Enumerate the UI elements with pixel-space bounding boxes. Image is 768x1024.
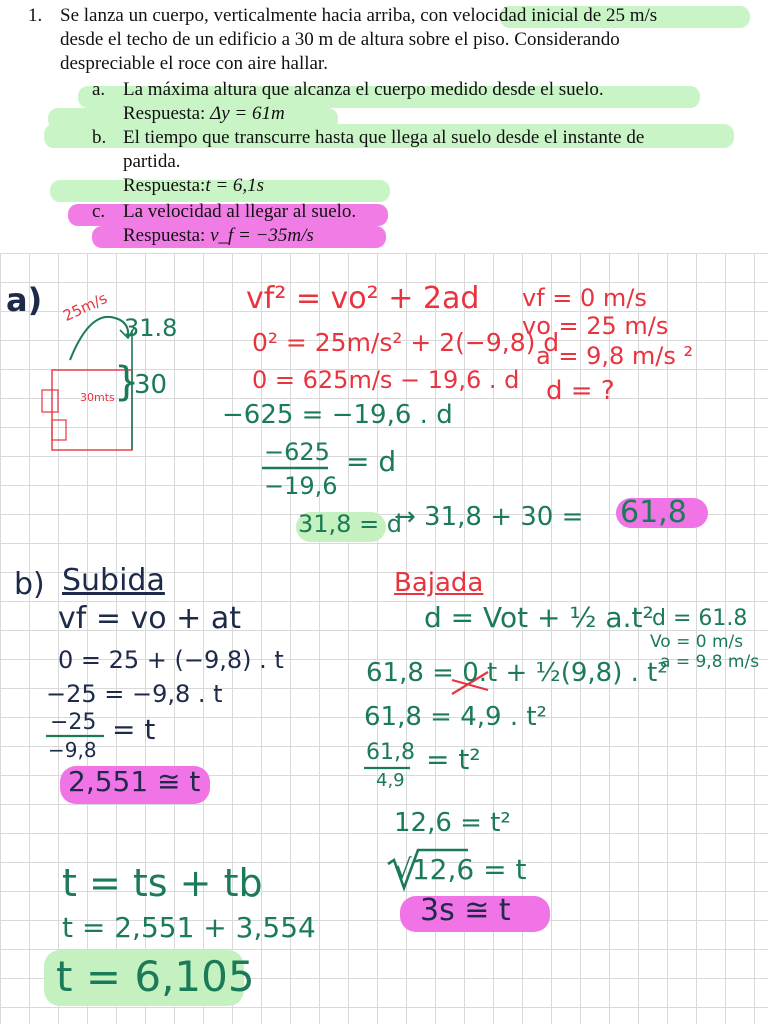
bajada-eq-6: √12,6 = t (394, 853, 527, 886)
eq-a-5-num: −625 (264, 438, 330, 466)
subida-eq-4-den: −9,8 (48, 738, 97, 762)
subida-result: 2,551 ≅ t (68, 765, 201, 798)
total-eq-2: t = 2,551 + 3,554 (62, 911, 316, 944)
bajada-title: Bajada (394, 568, 484, 598)
building-door (52, 420, 66, 440)
bajada-eq-5: 12,6 = t² (394, 808, 511, 838)
sketch-speed: 25m/s (60, 289, 110, 326)
subida-eq-2: 0 = 25 + (−9,8) . t (58, 646, 284, 674)
eq-a-6: 31,8 = d (298, 510, 403, 538)
problem-line-3: despreciable el roce con aire hallar. (60, 53, 328, 74)
total-eq-1: t = ts + tb (62, 861, 263, 905)
bajada-eq-3: 61,8 = 4,9 . t² (364, 702, 547, 732)
given-a-1: vf = 0 m/s (522, 284, 647, 312)
subida-title: Subida (62, 563, 165, 598)
building-window (42, 390, 58, 412)
item-c-text: La velocidad al llegar al suelo. (123, 201, 357, 222)
eq-a-8: 61,8 (620, 495, 687, 530)
sketch-height-top: 31.8 (124, 314, 178, 342)
item-b-text: El tiempo que transcurre hasta que llega al suelo desde el instante de (123, 127, 645, 148)
item-c-letter: c. (92, 201, 106, 222)
sketch-small-label: 30mts (80, 391, 115, 404)
item-b-answer-label: Respuesta: (123, 175, 206, 196)
item-a-answer-label: Respuesta: (123, 103, 211, 124)
given-b-3: a = 9,8 m/s (660, 652, 760, 672)
trajectory-arc (70, 317, 128, 360)
sketch-height-building: 30 (134, 370, 168, 400)
sketch-brace: } (114, 359, 140, 405)
item-c-answer-value: v_f = −35m/s (210, 225, 314, 246)
item-b-answer-value: t = 6,1s (205, 175, 265, 196)
bajada-eq-4-num: 61,8 (366, 740, 415, 765)
item-b-text-2: partida. (123, 151, 181, 172)
eq-a-5-res: = d (346, 445, 397, 478)
bajada-result: 3s ≅ t (420, 893, 511, 928)
given-a-2: vo = 25 m/s (522, 312, 669, 340)
item-a-letter: a. (92, 79, 106, 100)
item-c-answer-label: Respuesta: (123, 225, 211, 246)
given-b-1: d = 61.8 (652, 606, 748, 631)
problem-number: 1. (28, 5, 43, 26)
bajada-eq-4-res: = t² (426, 743, 481, 776)
eq-a-3: 0 = 625m/s − 19,6 . d (252, 366, 520, 394)
total-result: t = 6,105 (56, 952, 255, 1001)
bajada-eq-2: 61,8 = 0.t + ½(9,8) . t² (366, 658, 668, 688)
bajada-eq-4-den: 4,9 (376, 770, 405, 791)
item-a-text: La máxima altura que alcanza el cuerpo medido desde el suelo. (123, 79, 604, 100)
problem-line-1b: velocidad inicial de 25 m/s (452, 5, 658, 26)
subida-eq-4-num: −25 (50, 710, 97, 735)
part-a-label: a) (6, 281, 43, 319)
given-a-4: d = ? (546, 376, 615, 406)
given-a-3: a = 9,8 m/s ² (536, 342, 694, 370)
item-b-letter: b. (92, 127, 107, 148)
problem-line-2: desde el techo de un edificio a 30 m de altura sobre el piso. Considerando (60, 29, 620, 50)
item-a-answer-value: Δy = 61m (210, 103, 285, 124)
eq-a-1: vf² = vo² + 2ad (246, 281, 480, 316)
bajada-eq-1: d = Vot + ½ a.t² (424, 601, 654, 634)
eq-a-2: 0² = 25m/s² + 2(−9,8) d (252, 328, 560, 357)
eq-a-7: → 31,8 + 30 = (394, 502, 584, 532)
subida-eq-4-res: = t (112, 713, 156, 746)
eq-a-4: −625 = −19,6 . d (222, 400, 453, 430)
eq-a-5-den: −19,6 (264, 472, 338, 500)
given-b-2: Vo = 0 m/s (650, 632, 744, 652)
subida-eq-1: vf = vo + at (58, 601, 241, 636)
problem-line-1a: Se lanza un cuerpo, verticalmente hacia arriba, con (60, 5, 453, 26)
subida-eq-3: −25 = −9,8 . t (46, 680, 223, 708)
part-b-label: b) (14, 567, 45, 602)
